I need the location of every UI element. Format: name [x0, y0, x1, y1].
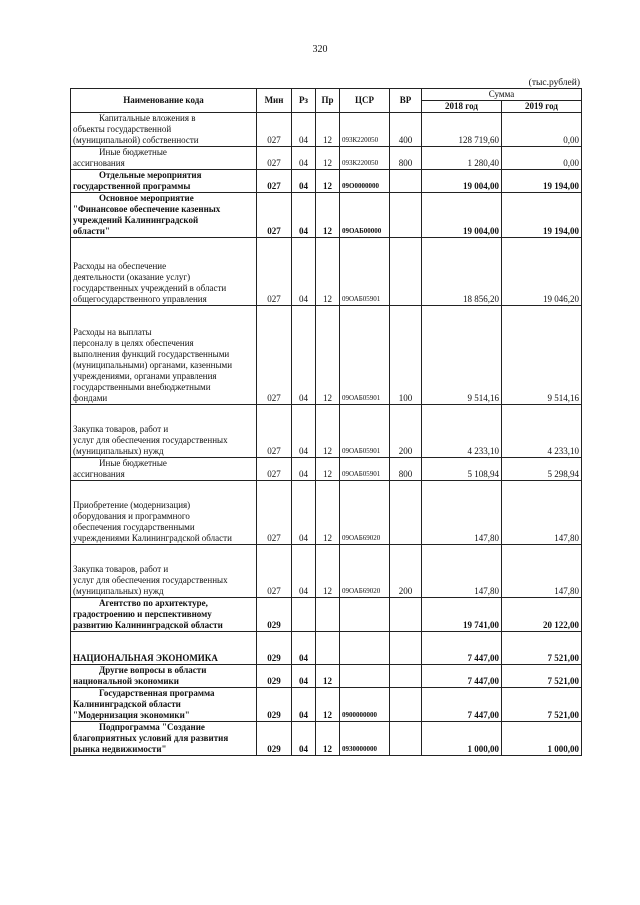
row-2018: 1 000,00 [422, 722, 502, 756]
row-name-line [73, 316, 254, 327]
row-name-line: Иные бюджетные [99, 458, 167, 468]
row-name-line: Расходы на обеспечение [73, 261, 167, 271]
row-name-line: объекты государственной [73, 124, 172, 134]
row-csr: 09ОАБ05901 [340, 405, 390, 458]
row-vr [390, 193, 422, 238]
row-name-line: (муниципальными) органами, казенными [73, 360, 233, 370]
row-name-line: ассигнования [73, 158, 125, 168]
row-min: 027 [257, 113, 292, 147]
row-rz: 04 [292, 545, 316, 598]
row-rz: 04 [292, 238, 316, 306]
row-name-line: области" [73, 226, 110, 236]
row-pr [316, 598, 340, 632]
row-name-line: (муниципальных) нужд [73, 446, 164, 456]
row-vr: 800 [390, 147, 422, 170]
row-rz: 04 [292, 306, 316, 405]
row-name [71, 170, 257, 193]
header-vr: ВР [390, 89, 422, 113]
row-name-line: услуг для обеспечения государственных [73, 435, 228, 445]
row-min: 027 [257, 481, 292, 545]
row-name-line: оборудования и программного [73, 511, 190, 521]
row-csr: 09ОАБ69020 [340, 545, 390, 598]
row-min: 029 [257, 722, 292, 756]
row-2018: 7 447,00 [422, 665, 502, 688]
row-min: 027 [257, 238, 292, 306]
row-min: 029 [257, 598, 292, 632]
row-2018: 5 108,94 [422, 458, 502, 481]
row-vr: 400 [390, 113, 422, 147]
row-2019: 19 046,20 [502, 238, 582, 306]
row-name-line: выполнения функций государственными [73, 349, 230, 359]
table-row [71, 688, 582, 722]
row-name-line: деятельности (оказание услуг) [73, 272, 191, 282]
row-rz: 04 [292, 193, 316, 238]
row-name-line: градостроению и перспективному [73, 609, 212, 619]
row-csr: 09ОАБ69020 [340, 481, 390, 545]
row-name-line: Капитальные вложения в [99, 113, 196, 123]
row-vr [390, 598, 422, 632]
table-row [71, 113, 582, 147]
header-pr: Пр [316, 89, 340, 113]
row-name [71, 688, 257, 722]
row-2019: 0,00 [502, 113, 582, 147]
row-name-line: рынка недвижимости" [73, 744, 167, 754]
row-rz: 04 [292, 405, 316, 458]
row-name-line: государственными внебюджетными [73, 382, 211, 392]
row-name-line [73, 250, 254, 261]
row-2019: 19 194,00 [502, 193, 582, 238]
row-name-line: государственной программы [73, 181, 191, 191]
table-row [71, 545, 582, 598]
row-name [71, 481, 257, 545]
row-vr [390, 170, 422, 193]
row-min: 029 [257, 688, 292, 722]
header-csr: ЦСР [340, 89, 390, 113]
row-csr: 0900000000 [340, 688, 390, 722]
row-name-line: "Модернизация экономики" [73, 710, 190, 720]
row-name [71, 632, 257, 665]
table-row [71, 238, 582, 306]
table-row [71, 170, 582, 193]
row-name-line: Агентство по архитектуре, [99, 598, 208, 608]
row-rz: 04 [292, 458, 316, 481]
row-pr: 12 [316, 405, 340, 458]
row-name-line: Расходы на выплаты [73, 327, 152, 337]
header-2018: 2018 год [422, 101, 502, 113]
table-body [71, 113, 582, 756]
row-2018: 18 856,20 [422, 238, 502, 306]
row-name-line: Приобретение (модернизация) [73, 500, 191, 510]
row-rz: 04 [292, 481, 316, 545]
row-2019: 7 521,00 [502, 665, 582, 688]
row-pr: 12 [316, 113, 340, 147]
row-2018: 128 719,60 [422, 113, 502, 147]
row-name-line: общегосударственного управления [73, 294, 207, 304]
row-vr [390, 632, 422, 665]
row-min: 027 [257, 405, 292, 458]
row-vr [390, 688, 422, 722]
row-name [71, 193, 257, 238]
table-row [71, 147, 582, 170]
row-name-line: Подпрограмма "Создание [99, 722, 205, 732]
row-2019: 1 000,00 [502, 722, 582, 756]
row-csr [340, 598, 390, 632]
row-name-line: Основное мероприятие [99, 193, 194, 203]
row-rz: 04 [292, 688, 316, 722]
row-csr: 09ОАБ05901 [340, 306, 390, 405]
row-pr: 12 [316, 238, 340, 306]
row-name-line: Государственная программа [99, 688, 215, 698]
row-rz [292, 598, 316, 632]
row-name-line: Отдельные мероприятия [99, 170, 202, 180]
row-rz: 04 [292, 722, 316, 756]
row-rz: 04 [292, 170, 316, 193]
row-2018: 147,80 [422, 481, 502, 545]
row-pr: 12 [316, 170, 340, 193]
row-pr: 12 [316, 665, 340, 688]
header-sum: Сумма [422, 89, 582, 101]
row-2019: 19 194,00 [502, 170, 582, 193]
row-name [71, 665, 257, 688]
row-name-line: благоприятных условий для развития [73, 733, 229, 743]
row-vr [390, 238, 422, 306]
row-rz: 04 [292, 632, 316, 665]
row-pr: 12 [316, 147, 340, 170]
header-name: Наименование кода [71, 89, 257, 113]
row-name-line: учреждениями, органами управления [73, 371, 217, 381]
row-name-line: фондами [73, 393, 108, 403]
row-2018: 1 280,40 [422, 147, 502, 170]
row-name [71, 722, 257, 756]
row-2018: 9 514,16 [422, 306, 502, 405]
row-name-line: Закупка товаров, работ и [73, 564, 169, 574]
row-name-line: услуг для обеспечения государственных [73, 575, 228, 585]
row-2019: 4 233,10 [502, 405, 582, 458]
budget-table [70, 88, 582, 756]
row-name-line: ассигнования [73, 469, 125, 479]
row-pr: 12 [316, 481, 340, 545]
table-row [71, 193, 582, 238]
row-2018: 4 233,10 [422, 405, 502, 458]
row-vr [390, 481, 422, 545]
row-name-line [73, 553, 254, 564]
row-2019: 20 122,00 [502, 598, 582, 632]
table-row [71, 306, 582, 405]
row-2018: 147,80 [422, 545, 502, 598]
row-2019: 9 514,16 [502, 306, 582, 405]
row-pr: 12 [316, 458, 340, 481]
row-csr: 093К220050 [340, 113, 390, 147]
row-name-line: Другие вопросы в области [99, 665, 207, 675]
row-pr: 12 [316, 193, 340, 238]
row-csr [340, 632, 390, 665]
row-name-line: "Финансовое обеспечение казенных [73, 204, 221, 214]
page-number: 320 [312, 44, 328, 55]
row-2019: 5 298,94 [502, 458, 582, 481]
row-2019: 147,80 [502, 545, 582, 598]
row-name [71, 113, 257, 147]
row-name [71, 458, 257, 481]
header-2019: 2019 год [502, 101, 582, 113]
row-2018: 19 741,00 [422, 598, 502, 632]
row-pr: 12 [316, 722, 340, 756]
row-min: 027 [257, 545, 292, 598]
row-csr: 0930000000 [340, 722, 390, 756]
table-row [71, 722, 582, 756]
row-vr: 200 [390, 405, 422, 458]
table-row [71, 665, 582, 688]
row-2018: 19 004,00 [422, 170, 502, 193]
row-min: 027 [257, 170, 292, 193]
units-label: (тыс.рублей) [528, 78, 580, 88]
row-name-line: обеспечения государственными [73, 522, 195, 532]
row-name-line [73, 489, 254, 500]
row-min: 027 [257, 306, 292, 405]
row-2019: 7 521,00 [502, 688, 582, 722]
row-pr [316, 632, 340, 665]
row-name-line: (муниципальных) нужд [73, 586, 164, 596]
row-name-line [73, 642, 254, 653]
row-pr: 12 [316, 688, 340, 722]
table-row [71, 405, 582, 458]
row-name-line [73, 413, 254, 424]
row-vr: 200 [390, 545, 422, 598]
row-name-line: (муниципальной) собственности [73, 135, 199, 145]
row-name-line: учреждений Калининградской [73, 215, 199, 225]
row-name [71, 405, 257, 458]
row-min: 027 [257, 193, 292, 238]
row-min: 027 [257, 147, 292, 170]
row-2019: 147,80 [502, 481, 582, 545]
row-csr: 09ОАБ00000 [340, 193, 390, 238]
row-pr: 12 [316, 545, 340, 598]
row-csr: 09ОАБ05901 [340, 458, 390, 481]
row-name [71, 238, 257, 306]
row-name [71, 306, 257, 405]
row-2018: 19 004,00 [422, 193, 502, 238]
row-name-line: государственных учреждений в области [73, 283, 227, 293]
header-rz: Рз [292, 89, 316, 113]
row-vr: 800 [390, 458, 422, 481]
table-row [71, 458, 582, 481]
row-vr [390, 665, 422, 688]
row-pr: 12 [316, 306, 340, 405]
row-vr [390, 722, 422, 756]
row-2019: 7 521,00 [502, 632, 582, 665]
row-name-line: национальной экономики [73, 676, 179, 686]
row-name-line: НАЦИОНАЛЬНАЯ ЭКОНОМИКА [73, 653, 218, 663]
table-row [71, 632, 582, 665]
row-name-line: Калининградской области [73, 699, 181, 709]
row-name-line: учреждениями Калининградской области [73, 533, 232, 543]
row-name [71, 545, 257, 598]
row-csr: 09О0000000 [340, 170, 390, 193]
row-min: 027 [257, 458, 292, 481]
row-name-line: развитию Калининградской области [73, 620, 223, 630]
row-min: 029 [257, 665, 292, 688]
row-2019: 0,00 [502, 147, 582, 170]
row-name-line: персоналу в целях обеспечения [73, 338, 194, 348]
header-min: Мин [257, 89, 292, 113]
table-row [71, 481, 582, 545]
row-csr: 093К220050 [340, 147, 390, 170]
row-name [71, 598, 257, 632]
row-name-line: Закупка товаров, работ и [73, 424, 169, 434]
table-row [71, 598, 582, 632]
row-rz: 04 [292, 113, 316, 147]
row-rz: 04 [292, 147, 316, 170]
row-rz: 04 [292, 665, 316, 688]
row-2018: 7 447,00 [422, 632, 502, 665]
row-name-line: Иные бюджетные [99, 147, 167, 157]
row-csr: 09ОАБ05901 [340, 238, 390, 306]
row-2018: 7 447,00 [422, 688, 502, 722]
row-min: 029 [257, 632, 292, 665]
row-csr [340, 665, 390, 688]
row-vr: 100 [390, 306, 422, 405]
row-name [71, 147, 257, 170]
